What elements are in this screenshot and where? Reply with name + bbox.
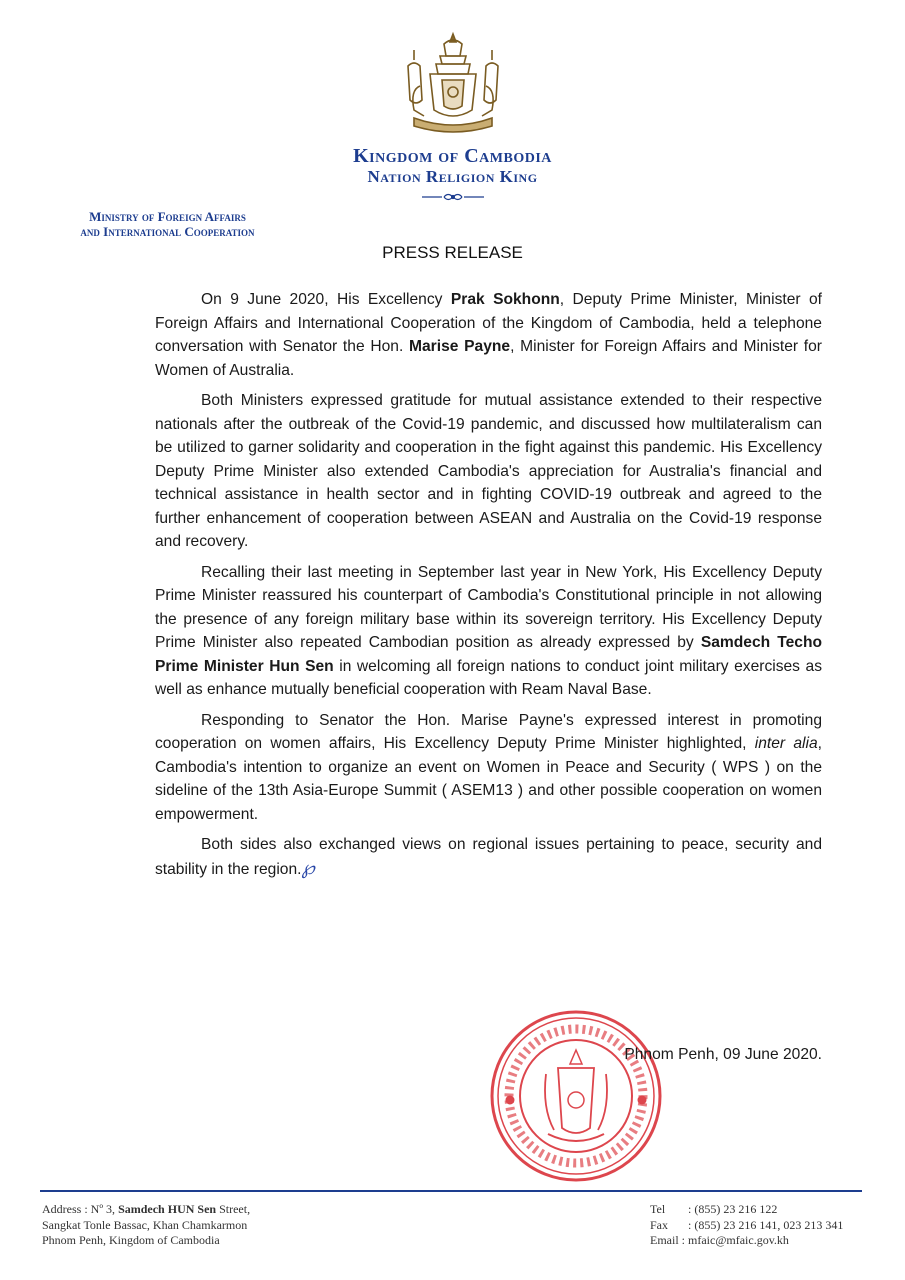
fax-value: : (855) 23 216 141, 023 213 341 [688, 1217, 844, 1232]
fax-label: Fax [650, 1217, 668, 1232]
address-street-suffix: Street, [216, 1202, 251, 1216]
paragraph-4 [155, 709, 822, 827]
press-release-body [155, 288, 822, 888]
name-bold: Prak Sokhonn [450, 291, 560, 308]
national-motto: Nation Religion King [367, 167, 538, 186]
address-line-1 [42, 1202, 362, 1218]
text-run: On 9 June 2020, His Excellency [201, 291, 451, 308]
footer-divider [40, 1190, 862, 1192]
text-run: , Minister for Foreign Affairs and Minister for Women of Australia. [155, 338, 822, 379]
document-title: PRESS RELEASE [382, 243, 523, 262]
name-bold: Samdech Techo Prime Minister Hun Sen [155, 634, 822, 675]
email-row [650, 1233, 880, 1249]
text-run: , Cambodia's intention to organize an event on Women in Peace and Security ( WPS ) on the sideline of the 13th Asia-Europe Summit ( ASEM13 ) and other possible cooperation on women empowerment. [155, 735, 822, 823]
address-street: Samdech HUN Sen [118, 1202, 217, 1216]
italic-phrase: inter alia [754, 735, 818, 752]
paragraph-1 [155, 288, 822, 382]
tel-row [650, 1202, 880, 1218]
tel-value: : (855) 23 216 122 [688, 1202, 778, 1216]
footer-address [42, 1202, 362, 1249]
tel-label: Tel [650, 1202, 666, 1216]
ministry-name [30, 209, 305, 239]
royal-coat-of-arms-icon [400, 30, 506, 138]
address-line-2: Sangkat Tonle Bassac, Khan Chamkarmon [42, 1217, 248, 1232]
paragraph-2: Both Ministers expressed gratitude for mutual assistance extended to their respective nationals after the outbreak of the Covid-19 pandemic, and discussed how multilateralism can be utilized to garner solidarity and cooperation in the fight against this pandemic. His Excellency Deputy Prime Minister also extended Cambodia's appreciation for Australia's financial and technical assistance in health sector and in fighting COVID-19 outbreak and agreed to the further enhancement of cooperation between ASEAN and Australia on the Covid-19 response and recovery. [155, 392, 822, 550]
ornament-divider-icon [420, 191, 486, 203]
name-bold: Marise Payne [409, 338, 511, 355]
email-label: Email [650, 1233, 679, 1247]
address-line-3: Phnom Penh, Kingdom of Cambodia [42, 1233, 220, 1247]
kingdom-title: Kingdom of Cambodia [353, 145, 552, 167]
paragraph-5 [155, 833, 822, 881]
ministry-line-2: and International Cooperation [80, 224, 255, 239]
address-label: Address : Nº 3, [42, 1202, 119, 1216]
ministry-line-1: Ministry of Foreign Affairs [89, 209, 246, 224]
text-run: Recalling their last meeting in September last year in New York, His Excellency Deputy Prime Minister reassured his counterpart of Cambodia's Constitutional principle in not allowing the presence of any foreign military base within its sovereign territory. His Excellency Deputy Prime Minister also repeated Cambodian position as already expressed by [155, 563, 822, 651]
fax-row [650, 1218, 880, 1234]
initial-signature-icon: ℘ [301, 857, 315, 879]
text-run: Both sides also exchanged views on regional issues pertaining to peace, security and stability in the region. [155, 836, 822, 878]
official-seal-stamp-icon [488, 1008, 664, 1184]
footer-contact [650, 1202, 880, 1249]
email-value[interactable]: : mfaic@mfaic.gov.kh [681, 1233, 789, 1247]
paragraph-3 [155, 561, 822, 702]
text-run: in welcoming all foreign nations to conduct joint military exercises as well as enhance mutually beneficial cooperation with Ream Naval Base. [155, 657, 822, 698]
text-run: Responding to Senator the Hon. Marise Payne's expressed interest in promoting cooperation on women affairs, His Excellency Deputy Prime Minister highlighted, [155, 711, 822, 752]
text-run: , Deputy Prime Minister, Minister of Foreign Affairs and International Cooperation of the Kingdom of Cambodia, held a telephone conversation with Senator the Hon. [155, 291, 822, 355]
dateline: Phnom Penh, 09 June 2020. [624, 1046, 822, 1063]
